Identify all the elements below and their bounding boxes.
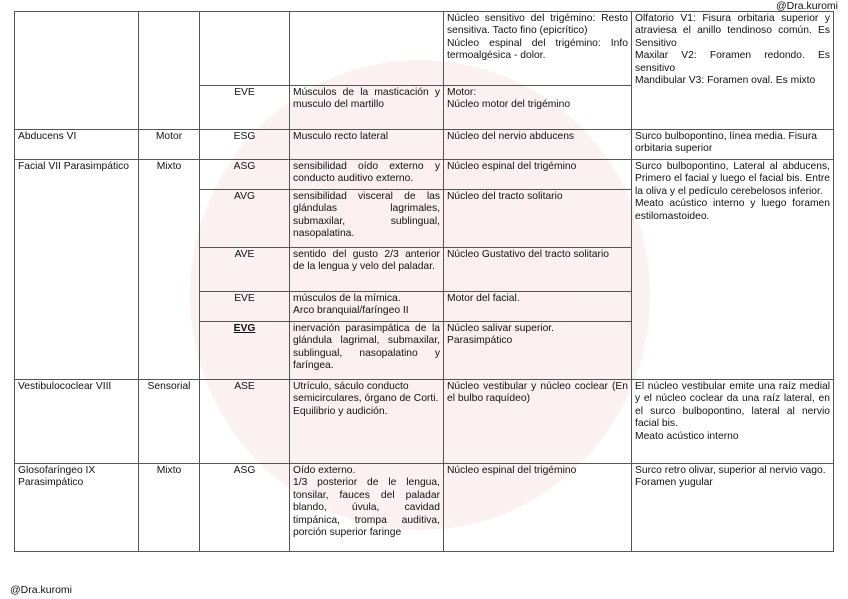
trigeminal-spinal-nucleus: Núcleo espinal del trigémino: Info termoalgésica - dolor. bbox=[447, 37, 628, 62]
facial-eve-function-1: músculos de la mímica. bbox=[293, 293, 401, 304]
nucleus-cell: Núcleo espinal del trigémino bbox=[444, 464, 632, 552]
glossopharyngeal-course-2: Foramen yugular bbox=[635, 477, 713, 489]
nucleus-cell bbox=[444, 322, 632, 380]
nucleus-cell: Núcleo espinal del trigémino bbox=[444, 160, 632, 190]
cranial-nerves-table bbox=[14, 11, 834, 552]
trigeminal-sensory-nucleus: Núcleo sensitivo del trigémino: Resto sensitiva. Tacto fino (epicrítico) bbox=[447, 13, 628, 37]
function-cell bbox=[290, 12, 444, 86]
course-cell: Surco bulbopontino, línea media. Fisura orbitaria superior bbox=[632, 130, 834, 160]
table-row bbox=[15, 160, 834, 190]
function-cell: Musculo recto lateral bbox=[290, 130, 444, 160]
nerve-type-cell: Mixto bbox=[139, 160, 200, 380]
component-cell: AVE bbox=[200, 248, 290, 292]
nerve-name-cell bbox=[15, 12, 139, 130]
course-cell bbox=[632, 160, 834, 380]
trigeminal-motor-label: Motor: bbox=[447, 87, 477, 98]
table-row bbox=[15, 12, 834, 86]
trigeminal-course-v2: Maxilar V2: Foramen redondo. Es sensitivo bbox=[635, 50, 830, 74]
nerve-type-cell bbox=[139, 12, 200, 130]
component-cell: ASG bbox=[200, 464, 290, 552]
facial-evg-nucleus-2: Parasimpático bbox=[447, 335, 513, 347]
function-cell: sensibilidad oído externo y conducto auditivo externo. bbox=[290, 160, 444, 190]
trigeminal-course-v3: Mandibular V3: Foramen oval. Es mixto bbox=[635, 75, 816, 87]
vestibulocochlear-course-1: El núcleo vestibular emite una raíz medial y el núcleo coclear da una raíz lateral, en el surco bulbopontino, lateral al nervio facial bis. bbox=[635, 381, 830, 430]
component-cell bbox=[200, 12, 290, 86]
function-cell bbox=[290, 464, 444, 552]
nerve-name-cell: Abducens VI bbox=[15, 130, 139, 160]
function-cell: inervación parasimpática de la glándula lagrimal, submaxilar, sublingual, nasopalatino y faríngea. bbox=[290, 322, 444, 380]
nucleus-cell bbox=[444, 86, 632, 130]
glossopharyngeal-function-2: 1/3 posterior de le lengua, tonsilar, fauces del paladar blando, úvula, cavidad timpánica, trompa auditiva, porción superior faringe bbox=[293, 477, 440, 539]
nucleus-cell: Núcleo del nervio abducens bbox=[444, 130, 632, 160]
nucleus-cell: Motor del facial. bbox=[444, 292, 632, 322]
trigeminal-motor-nucleus: Núcleo motor del trigémino bbox=[447, 99, 571, 111]
evg-component-label: EVG bbox=[233, 323, 256, 334]
function-cell: Músculos de la masticación y musculo del martillo bbox=[290, 86, 444, 130]
glossopharyngeal-function-1: Oído externo. bbox=[293, 465, 356, 476]
component-cell: EVE bbox=[200, 86, 290, 130]
table-row bbox=[15, 380, 834, 464]
component-cell: EVE bbox=[200, 292, 290, 322]
function-cell: sentido del gusto 2/3 anterior de la lengua y velo del paladar. bbox=[290, 248, 444, 292]
course-cell bbox=[632, 380, 834, 464]
nerve-type-cell: Mixto bbox=[139, 464, 200, 552]
course-cell bbox=[632, 12, 834, 130]
course-cell bbox=[632, 464, 834, 552]
component-cell: ESG bbox=[200, 130, 290, 160]
nucleus-cell bbox=[444, 12, 632, 86]
vestibulocochlear-course-2: Meato acústico interno bbox=[635, 430, 739, 442]
component-cell: ASG bbox=[200, 160, 290, 190]
component-cell: ASE bbox=[200, 380, 290, 464]
facial-evg-nucleus-1: Núcleo salivar superior. bbox=[447, 323, 555, 334]
component-cell bbox=[200, 322, 290, 380]
nerve-name-cell: Facial VII Parasimpático bbox=[15, 160, 139, 380]
table-row bbox=[15, 130, 834, 160]
nerve-type-cell: Motor bbox=[139, 130, 200, 160]
function-cell: sensibilidad visceral de las glándulas lagrimales, submaxilar, sublingual, nasopalatina. bbox=[290, 190, 444, 248]
nerve-name-cell: Vestibulococlear VIII bbox=[15, 380, 139, 464]
nucleus-cell: Núcleo vestibular y núcleo coclear (En el bulbo raquídeo) bbox=[444, 380, 632, 464]
function-cell bbox=[290, 292, 444, 322]
glossopharyngeal-course-1: Surco retro olivar, superior al nervio vago. bbox=[635, 465, 826, 476]
nucleus-cell: Núcleo del tracto solitario bbox=[444, 190, 632, 248]
function-cell: Utrículo, sáculo conducto semicirculares, órgano de Corti. Equilibrio y audición. bbox=[290, 380, 444, 464]
nucleus-cell: Núcleo Gustativo del tracto solitario bbox=[444, 248, 632, 292]
component-cell: AVG bbox=[200, 190, 290, 248]
nerve-name-cell: Glosofaríngeo IX Parasimpático bbox=[15, 464, 139, 552]
trigeminal-course-v1: Olfatorio V1: Fisura orbitaria superior y atraviesa el anillo tendinoso común. Es Sensitivo bbox=[635, 13, 830, 49]
top-author-handle: @Dra.kuromi bbox=[775, 0, 838, 12]
facial-course-2: Meato acústico interno y luego foramen estilomastoideo. bbox=[635, 198, 830, 222]
table-row bbox=[15, 464, 834, 552]
facial-eve-function-2: Arco branquial/faríngeo II bbox=[293, 305, 409, 317]
nerve-type-cell: Sensorial bbox=[139, 380, 200, 464]
facial-course-1: Surco bulbopontino, Lateral al abducens, Primero el facial y luego el facial bis. Entre la oliva y el pedículo cerebelosos inferior. bbox=[635, 161, 830, 197]
bottom-author-handle: @Dra.kuromi bbox=[10, 584, 73, 596]
